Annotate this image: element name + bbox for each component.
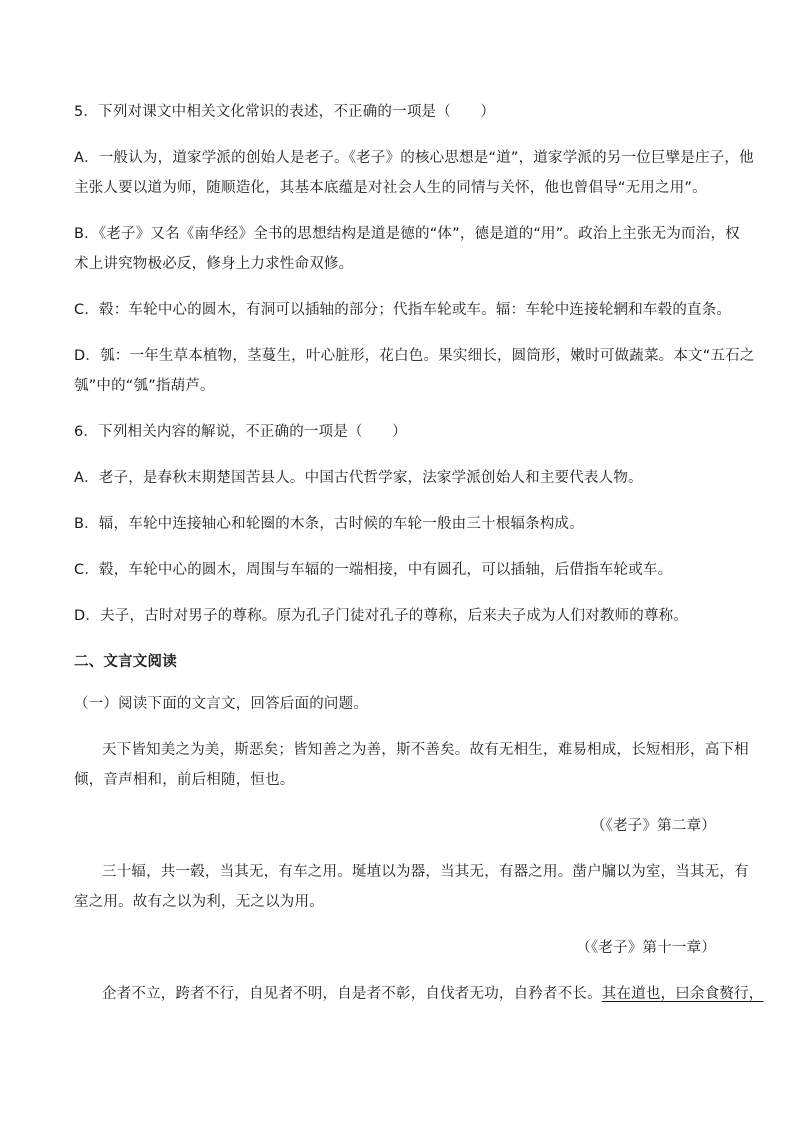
passage-2-line1: 三十辐，共一毂，当其无，有车之用。埏埴以为器，当其无，有器之用。凿户牖以为室，当其无，有 xyxy=(102,864,749,880)
passage-3-underlined-text: 其在道也，曰余食赘行， xyxy=(601,986,764,1002)
passage-2-source: （《老子》第十一章） xyxy=(576,940,716,956)
passage-3-text: 企者不立，跨者不行，自见者不明，自是者不彰，自伐者无功，自矜者不长。 xyxy=(102,986,602,1002)
question-6-stem: 6．下列相关内容的解说，不正确的一项是（ ） xyxy=(74,424,407,440)
q5-option-b-line1: B．《老子》又名《南华经》全书的思想结构是道是德的“体”，德是道的“用”。政治上主张无为而治，权 xyxy=(74,226,740,242)
section-heading: 二、文言文阅读 xyxy=(74,654,177,670)
passage-3-line1 xyxy=(102,984,764,1004)
passage-2-line2: 室之用。故有之以为利，无之以为用。 xyxy=(74,894,324,910)
q6-option-d: D．夫子，古时对男子的尊称。原为孔子门徒对孔子的尊称，后来夫子成为人们对教师的尊称。 xyxy=(74,608,689,624)
passage-1-line1: 天下皆知美之为美，斯恶矣；皆知善之为善，斯不善矣。故有无相生，难易相成，长短相形，高下相 xyxy=(102,742,749,758)
passage-1-source: （《老子》第二章） xyxy=(590,818,716,834)
passage-1-line2: 倾，音声相和，前后相随，恒也。 xyxy=(74,772,295,788)
q6-option-a: A．老子，是春秋末期楚国苦县人。中国古代哲学家，法家学派创始人和主要代表人物。 xyxy=(74,470,643,486)
q5-option-d-line2: 瓠”中的“瓠”指葫芦。 xyxy=(74,378,215,394)
q6-option-b: B．辐，车轮中连接轴心和轮圈的木条，古时候的车轮一般由三十根辐条构成。 xyxy=(74,516,584,532)
q5-option-a-line2: 主张人要以道为师，随顺造化，其基本底蕴是对社会人生的同情与关怀，他也曾倡导“无用之用”。 xyxy=(74,180,707,196)
q5-option-c: C．毂：车轮中心的圆木，有洞可以插轴的部分；代指车轮或车。辐：车轮中连接轮辋和车毂的直条。 xyxy=(74,302,732,318)
q5-option-a-line1: A．一般认为，道家学派的创始人是老子。《老子》的核心思想是“道”，道家学派的另一位巨擘是庄子，他 xyxy=(74,150,754,166)
section-intro: （一）阅读下面的文言文，回答后面的问题。 xyxy=(74,696,368,712)
q6-option-c: C．毂，车轮中心的圆木，周围与车辐的一端相接，中有圆孔，可以插轴，后借指车轮或车。 xyxy=(74,562,673,578)
question-5-stem: 5．下列对课文中相关文化常识的表述，不正确的一项是（ ） xyxy=(74,104,496,120)
q5-option-d-line1: D．瓠：一年生草本植物，茎蔓生，叶心脏形，花白色。果实细长，圆筒形，嫩时可做蔬菜。本文“五石之 xyxy=(74,348,755,364)
q5-option-b-line2: 术上讲究物极必反，修身上力求性命双修。 xyxy=(74,256,354,272)
